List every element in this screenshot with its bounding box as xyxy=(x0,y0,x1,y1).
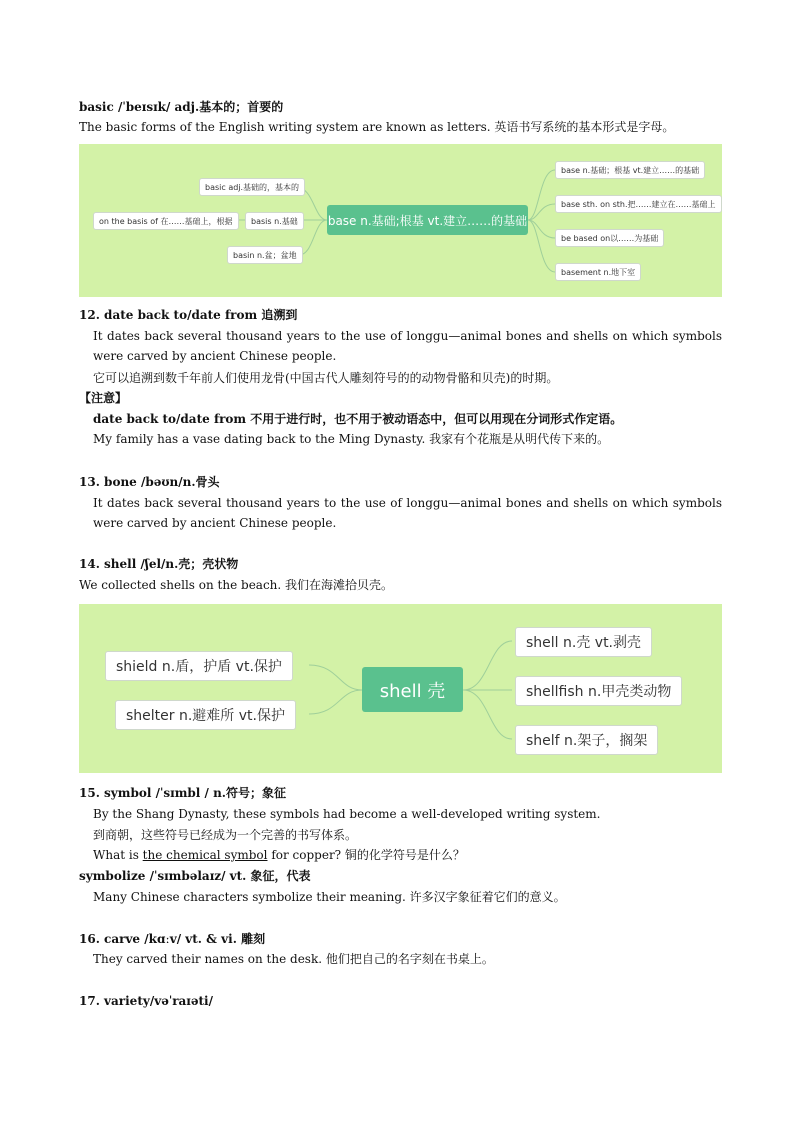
node-shelter: shelter n.避难所 vt.保护 xyxy=(115,700,296,730)
example-sentence: They carved their names on the desk. 他们把自己的名字刻在书桌上。 xyxy=(93,952,494,966)
entry-heading-date-back-to: 12. date back to/date from 追溯到 xyxy=(79,308,298,322)
node-basis: basis n.基础 xyxy=(245,212,304,230)
underlined-phrase: the chemical symbol xyxy=(142,848,268,862)
note-example: My family has a vase dating back to the Ming Dynasty. 我家有个花瓶是从明代传下来的。 xyxy=(93,432,610,446)
example-sentence-en: By the Shang Dynasty, these symbols had become a well-developed writing system. xyxy=(93,807,601,821)
example-sentence-en: It dates back several thousand years to the use of longgu—animal bones and shells on which symbols were carved by ancient Chinese people. xyxy=(93,329,722,363)
entry-heading-basic: basic /ˈbeɪsɪk/ adj.基本的；首要的 xyxy=(79,100,284,114)
example-prefix: What is xyxy=(93,848,143,862)
example-sentence-zh: 到商朝，这些符号已经成为一个完善的书写体系。 xyxy=(93,828,358,842)
node-basin: basin n.盆；盆地 xyxy=(227,246,303,264)
mindmap-shell xyxy=(79,604,722,773)
entry-heading-symbol: 15. symbol /ˈsɪmbl / n.符号；象征 xyxy=(79,786,286,800)
example-sentence: We collected shells on the beach. 我们在海滩拾贝壳。 xyxy=(79,578,394,592)
mindmap-base xyxy=(79,144,722,297)
example-suffix: for copper? 铜的化学符号是什么？ xyxy=(267,848,465,862)
node-shelf: shelf n.架子，搁架 xyxy=(515,725,658,755)
node-basement: basement n.地下室 xyxy=(555,263,641,281)
node-base-sth-on-sth: base sth. on sth.把……建立在……基础上 xyxy=(555,195,722,213)
node-basic: basic adj.基础的，基本的 xyxy=(199,178,305,196)
note-explanation: 不用于进行时，也不用于被动语态中，但可以用现在分词形式作定语。 xyxy=(246,412,623,426)
node-shell: shell n.壳 vt.剥壳 xyxy=(515,627,652,657)
entry-heading-variety: 17. variety/vəˈraɪəti/ xyxy=(79,994,213,1008)
entry-heading-bone: 13. bone /bəʊn/n.骨头 xyxy=(79,475,220,489)
node-on-the-basis-of: on the basis of 在……基础上，根据 xyxy=(93,212,239,230)
note-text xyxy=(93,411,622,427)
node-center-shell: shell 壳 xyxy=(362,667,463,712)
entry-heading-symbolize: symbolize /ˈsɪmbəlaɪz/ vt. 象征，代表 xyxy=(79,869,311,883)
example-sentence: The basic forms of the English writing system are known as letters. 英语书写系统的基本形式是字母。 xyxy=(79,120,675,134)
entry-heading-shell: 14. shell /ʃel/n.壳；壳状物 xyxy=(79,557,239,571)
example-sentence-zh: 它可以追溯到数千年前人们使用龙骨(中国古代人雕刻符号的的动物骨骼和贝壳)的时期。 xyxy=(93,371,559,385)
example-sentence: It dates back several thousand years to the use of longgu—animal bones and shells on which symbols were carved by ancient Chinese people. xyxy=(93,496,722,530)
node-be-based-on: be based on以……为基础 xyxy=(555,229,664,247)
note-phrase: date back to/date from xyxy=(93,412,247,426)
node-center-base: base n.基础;根基 vt.建立……的基础 xyxy=(327,205,528,235)
node-base-noun: base n.基础；根基 vt.建立……的基础 xyxy=(555,161,705,179)
example-sentence-chemical-symbol xyxy=(93,847,465,863)
node-shellfish: shellfish n.甲壳类动物 xyxy=(515,676,682,706)
note-label: 【注意】 xyxy=(79,391,128,405)
entry-heading-carve: 16. carve /kɑːv/ vt. & vi. 雕刻 xyxy=(79,932,266,946)
example-sentence: Many Chinese characters symbolize their meaning. 许多汉字象征着它们的意义。 xyxy=(93,890,566,904)
node-shield: shield n.盾，护盾 vt.保护 xyxy=(105,651,293,681)
